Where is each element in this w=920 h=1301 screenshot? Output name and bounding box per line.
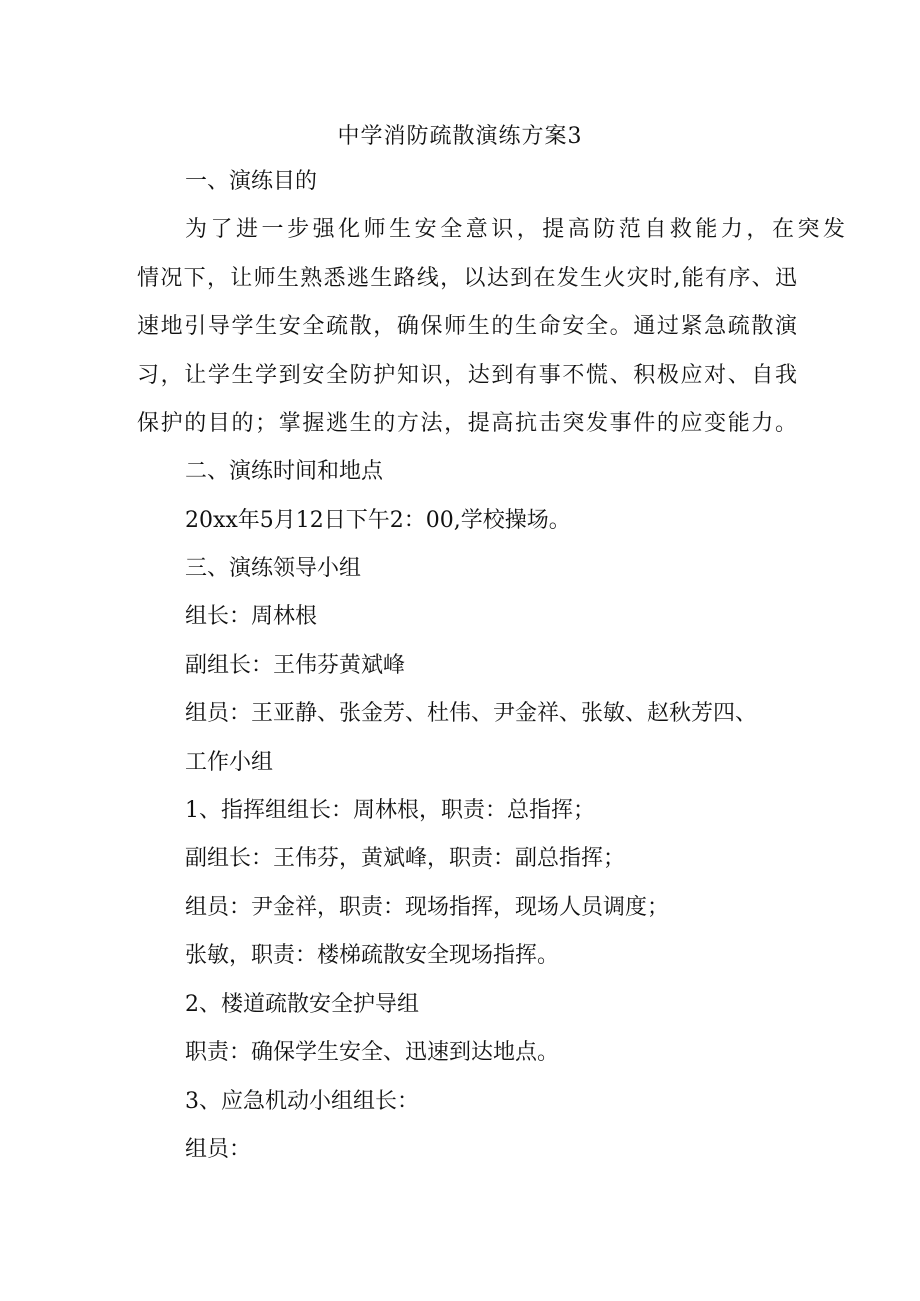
paragraph-line: 情况下，让师生熟悉逃生路线，以达到在发生火灾时,能有序、迅 <box>137 266 797 291</box>
emergency-group-members: 组员： <box>185 1137 252 1162</box>
section-heading-time-place: 二、演练时间和地点 <box>185 459 384 484</box>
deputy-leader-line: 副组长：王伟芬黄斌峰 <box>185 653 406 678</box>
section-heading-leadership: 三、演练领导小组 <box>185 556 362 581</box>
command-member-line: 组员：尹金祥，职责：现场指挥，现场人员调度； <box>185 895 670 920</box>
paragraph-line: 速地引导学生安全疏散，确保师生的生命安全。通过紧急疏散演 <box>137 314 797 339</box>
command-group-line: 1、指挥组组长：周林根，职责：总指挥； <box>185 798 595 823</box>
members-line: 组员：王亚静、张金芳、杜伟、尹金祥、张敏、赵秋芳四、 <box>185 701 758 726</box>
time-place-text: 20xx年5月12日下午2：00,学校操场。 <box>185 508 571 533</box>
corridor-group-heading: 2、楼道疏散安全护导组 <box>185 992 419 1017</box>
working-groups-heading: 工作小组 <box>185 750 274 775</box>
leader-line: 组长：周林根 <box>185 604 318 629</box>
emergency-group-heading: 3、应急机动小组组长： <box>185 1089 419 1114</box>
command-member-line: 张敏，职责：楼梯疏散安全现场指挥。 <box>185 943 560 968</box>
paragraph-line: 习，让学生学到安全防护知识，达到有事不慌、积极应对、自我 <box>137 363 797 388</box>
document-title: 中学消防疏散演练方案3 <box>337 124 583 149</box>
corridor-group-duty: 职责：确保学生安全、迅速到达地点。 <box>185 1040 560 1065</box>
command-deputy-line: 副组长：王伟芬，黄斌峰，职责：副总指挥； <box>185 846 626 871</box>
section-heading-purpose: 一、演练目的 <box>185 169 318 194</box>
paragraph-line: 为了进一步强化师生安全意识，提高防范自救能力，在突发 <box>185 217 845 242</box>
paragraph-line: 保护的目的；掌握逃生的方法，提高抗击突发事件的应变能力。 <box>137 411 797 436</box>
